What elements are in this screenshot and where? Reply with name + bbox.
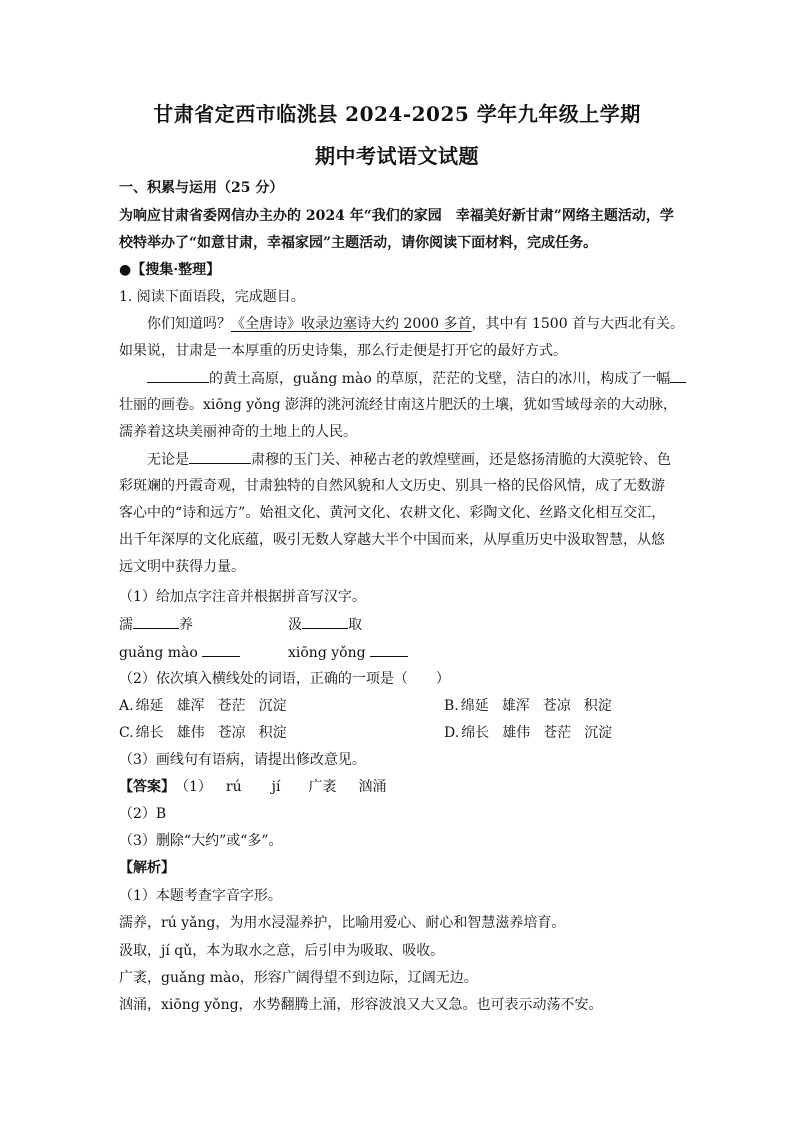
option-b: B. 绵延 雄浑 苍凉 积淀 [444,698,612,714]
passage-p1-line2: 如果说，甘肃是一本厚重的历史诗集，那么行走便是打开它的最好方式。 [119,343,567,359]
option-d: D. 绵长 雄伟 苍茫 沉淀 [444,725,613,741]
passage-p3-line5: 远文明中获得力量。 [119,559,245,575]
passage-p3-line4: 出千年深厚的文化底蕴，吸引无数人穿越大半个中国而来，从厚重历史中汲取智慧，从悠 [119,532,665,548]
passage-text: 无论是 [147,452,189,468]
answer-blank [302,614,348,629]
answer-line-3: （3）删除“大约”或“多”。 [119,833,283,849]
intro-line-2: 校特举办了“如意甘肃，幸福家园”主题活动，请你阅读下面材料，完成任务。 [119,235,598,251]
passage-p3-line2: 彩斑斓的丹霞奇观，甘肃独特的自然风貌和人文历史、别具一格的民俗风情，成了无数游 [119,478,665,494]
question-1: 1. 阅读下面语段，完成题目。 [119,289,305,305]
fill-ru-yang: 濡 养 [119,614,193,635]
passage-p2-line1 [147,368,686,389]
fill-blank-1 [147,368,209,383]
fill-xiong-yong: xiōng yǒng [288,642,408,663]
analysis-line-1: （1）本题考查字音字形。 [119,888,282,904]
option-c: C. 绵长 雄伟 苍凉 积淀 [119,725,287,741]
answer-blank [370,642,408,657]
subsection-heading: ●【搜集·整理】 [119,262,221,278]
passage-p3-line3: 客心中的“诗和远方”。始祖文化、黄河文化、农耕文化、彩陶文化、丝路文化相互交汇， [119,505,666,521]
passage-p3-line1 [147,449,671,470]
answer-blank [133,614,179,629]
answer-line-2: （2）B [119,806,167,822]
fill-blank-3 [189,449,251,464]
answer-blank [202,642,240,657]
fill-guang-mao: guǎng mào [119,642,240,663]
sub-question-3: （3）画线句有语病，请提出修改意见。 [119,752,366,768]
analysis-label: 【解析】 [119,860,175,876]
analysis-line-5: 汹涌，xiōng yǒng，水势翻腾上涌，形容波浪又大又急。也可表示动荡不安。 [119,997,603,1013]
passage-p2-line3: 濡养着这块美丽神奇的土地上的人民。 [119,424,357,440]
passage-text: 肃穆的玉门关、神秘古老的敦煌壁画，还是悠扬清脆的大漠驼铃、色 [251,452,671,468]
document-title-line1: 甘肃省定西市临洮县 2024-2025 学年九年级上学期 [153,102,641,126]
passage-p1-line1 [147,314,684,334]
analysis-line-3: 汲取，jí qǔ，本为取水之意，后引申为吸取、吸收。 [119,943,445,959]
intro-line-1: 为响应甘肃省委网信办主办的 2024 年“我们的家园 幸福美好新甘肃”网络主题活动，学 [119,208,674,224]
sub-question-2: （2）依次填入横线处的词语，正确的一项是（ ） [119,671,450,687]
passage-text: ，其中有 1500 首与大西北有关。 [471,316,685,332]
analysis-line-2: 濡养，rú yǎng，为用水浸湿养护，比喻用爱心、耐心和智慧滋养培育。 [119,915,566,931]
analysis-line-4: 广袤，guǎng mào，形容广阔得望不到边际，辽阔无边。 [119,970,478,986]
passage-text: 你们知道吗？ [147,316,231,332]
sub-question-1: （1）给加点字注音并根据拼音写汉字。 [119,589,366,605]
option-a: A. 绵延 雄浑 苍茫 沉淀 [119,698,287,714]
passage-text: 的黄土高原，guǎng mào 的草原，茫茫的戈壁，洁白的冰川，构成了一幅 [209,371,671,387]
document-title-line2: 期中考试语文试题 [315,144,479,168]
answer-label: 【答案】 [119,779,175,795]
underlined-sentence: 《全唐诗》收录边塞诗大约 2000 多首 [231,316,472,332]
answer-line-1: 【答案】（1） rú jí 广袤 汹涌 [119,779,387,795]
section1-heading: 一、积累与运用（25 分） [119,180,284,196]
passage-p2-line2: 壮丽的画卷。xiōng yǒng 澎湃的洮河流经甘南这片肥沃的土壤，犹如雪域母亲的大动脉， [119,397,677,413]
fill-ji-qu: 汲 取 [288,614,362,635]
fill-blank-2 [670,368,686,383]
